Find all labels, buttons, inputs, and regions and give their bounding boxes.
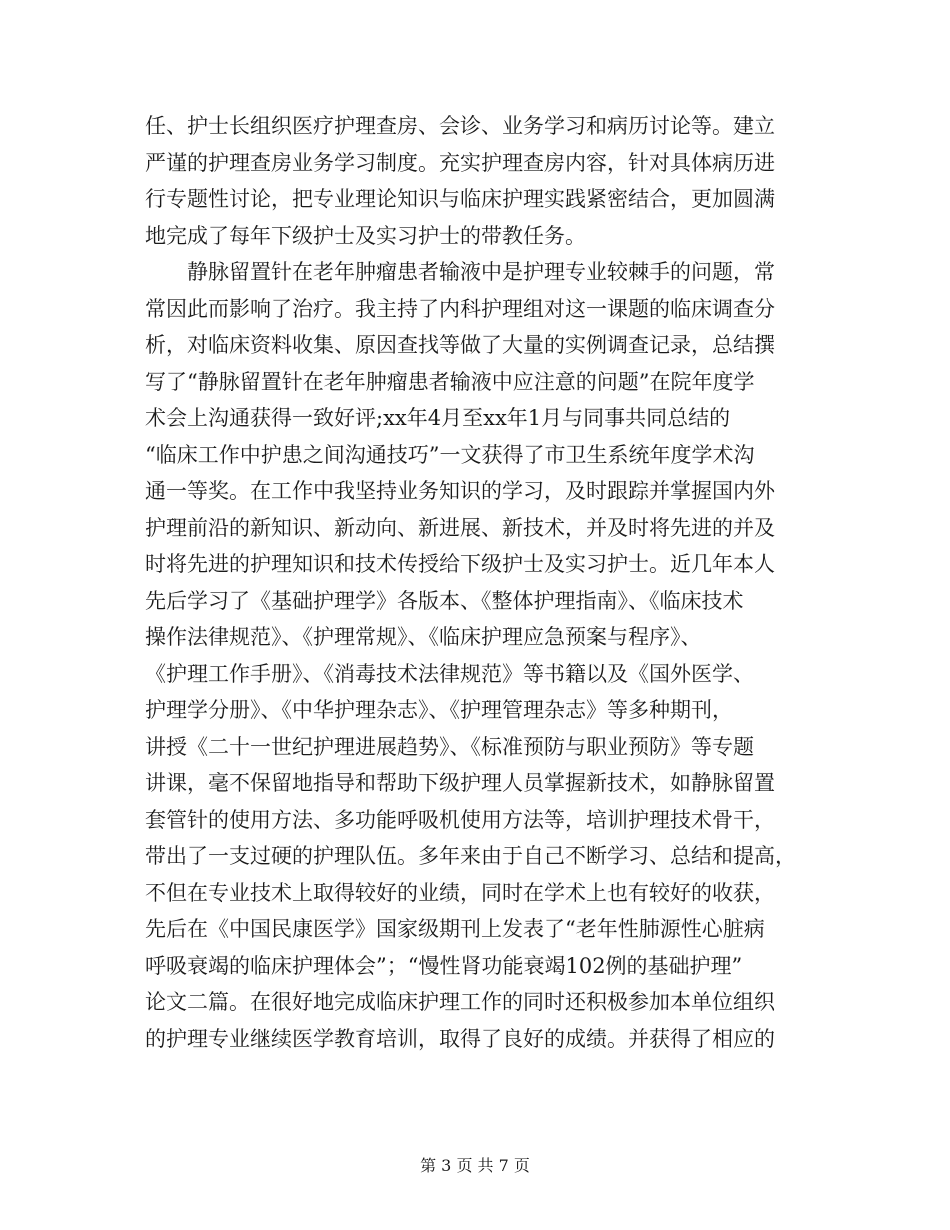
text-line: “临床工作中护患之间沟通技巧”一文获得了市卫生系统年度学术沟 [145, 442, 755, 467]
text-line: 写了“静脉留置针在老年肿瘤患者输液中应注意的问题”在院年度学 [145, 369, 755, 394]
text-line: 严谨的护理查房业务学习制度。充实护理查房内容，针对具体病历进 [145, 150, 775, 175]
text-line: 不但在专业技术上取得较好的业绩，同时在学术上也有较好的收获， [145, 880, 775, 905]
text-line: 套管针的使用方法、多功能呼吸机使用方法等，培训护理技术骨干， [145, 807, 775, 832]
text-line: 的护理专业继续医学教育培训，取得了良好的成绩。并获得了相应的 [145, 1026, 775, 1051]
paragraph-first-line: 静脉留置针在老年肿瘤患者输液中是护理专业较棘手的问题，常 [187, 260, 775, 284]
text-line: 护理学分册》、《中华护理杂志》、《护理管理杂志》等多种期刊， [145, 698, 733, 722]
text-line: 行专题性讨论，把专业理论知识与临床护理实践紧密结合，更加圆满 [145, 187, 775, 211]
text-line: 论文二篇。在很好地完成临床护理工作的同时还积极参加本单位组织 [145, 990, 775, 1014]
text-line: 带出了一支过硬的护理队伍。多年来由于自己不断学习、总结和提高， [145, 844, 796, 868]
page-number-footer: 第 3 页 共 7 页 [420, 1156, 530, 1175]
text-line: 操作法律规范》、《护理常规》、《临床护理应急预案与程序》、 [145, 625, 702, 649]
text-line: 护理前沿的新知识、新动向、新进展、新技术，并及时将先进的并及 [145, 515, 775, 540]
text-line: 析，对临床资料收集、原因查找等做了大量的实例调查记录，总结撰 [145, 333, 775, 357]
text-line: 时将先进的护理知识和技术传授给下级护士及实习护士。近几年本人 [145, 552, 775, 576]
text-line: 呼吸衰竭的临床护理体会”；“慢性肾功能衰竭102例的基础护理” [145, 953, 743, 978]
text-line: 通一等奖。在工作中我坚持业务知识的学习，及时跟踪并掌握国内外 [145, 479, 775, 503]
text-line: 讲授《二十一世纪护理进展趋势》、《标准预防与职业预防》等专题 [145, 734, 754, 759]
text-line: 先后学习了《基础护理学》各版本、《整体护理指南》、《临床技术 [145, 588, 744, 613]
text-line: 先后在《中国民康医学》国家级期刊上发表了“老年性肺源性心脏病 [145, 917, 765, 941]
text-line: 术会上沟通获得一致好评;xx年4月至xx年1月与同事共同总结的 [145, 406, 731, 430]
text-line: 任、护士长组织医疗护理查房、会诊、业务学习和病历讨论等。建立 [145, 114, 775, 138]
text-line: 讲课，毫不保留地指导和帮助下级护理人员掌握新技术，如静脉留置 [145, 771, 775, 795]
text-line: 常因此而影响了治疗。我主持了内科护理组对这一课题的临床调查分 [145, 296, 775, 321]
document-body [145, 108, 805, 1057]
text-line: 《护理工作手册》、《消毒技术法律规范》等书籍以及《国外医学、 [145, 661, 754, 686]
text-line: 地完成了每年下级护士及实习护士的带教任务。 [145, 223, 586, 248]
